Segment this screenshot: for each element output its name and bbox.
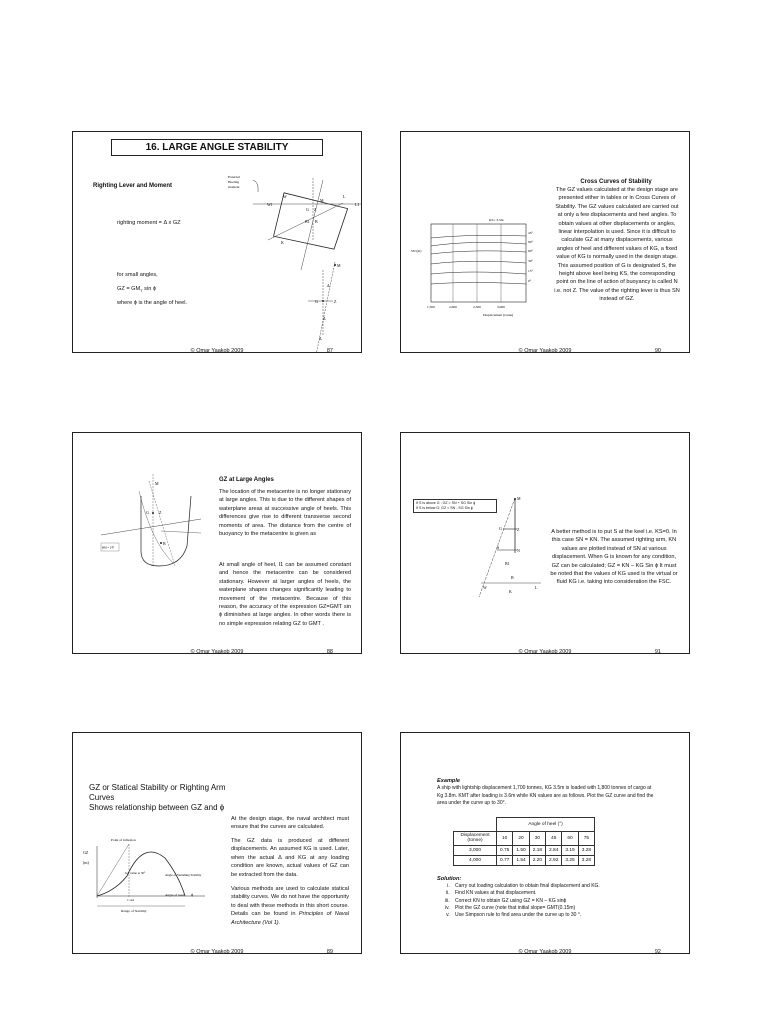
page-number: 92: [654, 949, 661, 954]
copyright: © Omar Yaakob 2009: [518, 949, 572, 954]
label-g: G: [306, 207, 309, 212]
label-b1: B1: [505, 561, 510, 566]
label-m: M: [320, 198, 324, 203]
list-item: ii. Find KN values at that displacement.: [451, 890, 671, 897]
slide-90: [400, 131, 690, 353]
label-z: Z: [159, 510, 162, 515]
chart-gz-label: GZ: [83, 850, 89, 855]
slide-heading: Righting Lever and Moment: [93, 183, 173, 189]
label-z-lower: Z: [334, 299, 337, 304]
where-text: where ϕ is the angle of heel.: [117, 300, 187, 306]
curve-label: 45°: [528, 231, 533, 235]
slide-heading: GZ or Statical Stability or Righting Arm Curves: [89, 783, 226, 803]
x-tick: 1,500: [427, 305, 435, 309]
note-s-above: If S is above G : GZ = SN + SG Sin ϕ: [416, 501, 476, 505]
chart-unit-label: (m): [83, 860, 89, 865]
label-w: W: [483, 585, 487, 590]
small-angles-text: for small angles,: [117, 272, 158, 278]
table-blank-cell: [454, 818, 497, 832]
slide-87: [72, 131, 362, 353]
label-b: B: [315, 219, 318, 224]
page-number: 91: [654, 649, 661, 654]
gz-curve-chart: [83, 836, 207, 926]
slide-body: The GZ values calculated at the design stage are presented either in tables or in Cross Curves of Stability. The GZ values calculated are carried out at only a few displacements and heel angles. To obtain values at other displacements or angles, linear interpolation is used. Since it is difficult to calculate GZ at many displacements, various angles of heel and different values of KG, a fixed value of KG is normally used in the design stage. This assumed position of G is designated S, the height above keel being KS, the corresponding point on the line of action of buoyancy is called N i.e. not Z. The value of the righting lever is thus SN instead of GZ.: [554, 187, 680, 303]
label-w1: W1: [267, 202, 273, 207]
copyright: © Omar Yaakob 2009: [190, 949, 244, 954]
list-item: iii. Correct KN to obtain GZ using GZ = KN – KG sinϕ: [451, 898, 671, 905]
label-g-lower: G: [315, 299, 318, 304]
table-cell: 3.19: [562, 845, 578, 855]
formula-gz: GZ = $GM_T$ sin ϕ: [117, 286, 157, 294]
label-delta-2: Δ: [323, 316, 326, 321]
label-range: Range of Stability: [121, 909, 147, 913]
slide-subheading: Shows relationship between GZ and ϕ: [89, 803, 225, 812]
table-col-header: 20: [513, 832, 529, 846]
table-cell: 3.28: [578, 855, 594, 865]
curve-label: 90°: [528, 240, 533, 244]
table-cell: 2.84: [546, 845, 562, 855]
slide-92: [400, 732, 690, 954]
copyright: © Omar Yaakob 2009: [518, 649, 572, 654]
note-s-below: If S is below G: GZ = SN - SG Sin ϕ: [416, 506, 473, 511]
label-gz-30: GZ value at 30°: [125, 871, 146, 875]
x-tick: 2,000: [449, 305, 457, 309]
table-col-header: 75: [578, 832, 594, 846]
label-moment: moment: [228, 185, 240, 189]
label-k: K: [509, 589, 512, 594]
slide-heading: Cross Curves of Stability: [580, 179, 652, 185]
paragraph-2: At small angle of heel, I1 can be assumed constant and hence the metacentre can be considered stationary. However at larger angles of heels, the waterplane shapes changes significantly leading to movement of the metacentre. Because of this reason, the accuracy of the expression GZ=GMT sin ϕ diminishes at large angles. In other words there is no simple expression relating GZ to GMT .: [219, 562, 351, 627]
copyright: © Omar Yaakob 2009: [190, 348, 244, 353]
metacentre-diagram: [101, 471, 213, 571]
label-m: M: [517, 496, 521, 501]
table-cell: 4,000: [454, 855, 497, 865]
label-1-rad: 1 rad: [127, 898, 135, 902]
table-cell: 3,000: [454, 845, 497, 855]
label-delta: Δ: [327, 283, 330, 288]
label-angle-of-heel: Angle of heel: [165, 893, 185, 897]
righting-lever-diagram: [223, 170, 361, 340]
table-col-header: 60: [562, 832, 578, 846]
label-delta-3: Δ: [319, 336, 322, 341]
slide-body: A better method is to put S at the keel i.e. KS=0. In this case SN = KN. The assumed righting arm, KN values are plotted instead of SN at various displacement. When G is known for any condition, GZ can be calculated; GZ = KN – KG Sin ϕ It must be noted that the values of KG used is the virtual or fluid KG i.e. taking into consideration the FSC.: [550, 529, 678, 586]
formula-righting-moment: righting moment = Δ x GZ: [117, 220, 181, 226]
label-s: S: [497, 545, 500, 550]
example-text: A ship with lightship displacement 1,700 tonnes, KG 3.5m is loaded with 1,800 tonnes of cargo at Kg 3.8m. KMT after loading is 3.6m while KN values are as follows. Plot the GZ curve and find the area under the curve up to 30°.: [437, 785, 654, 806]
label-external: External: [228, 175, 240, 179]
body-1: At the design stage, the naval architect must ensure that the curves are calculated.: [231, 816, 349, 831]
kn-table: [453, 817, 595, 866]
table-cell: 1.50: [513, 845, 529, 855]
label-heeling: Heeling: [228, 180, 240, 184]
table-cell: 2.92: [546, 855, 562, 865]
chart-xlabel: Displacement (tonne): [483, 313, 514, 317]
list-item: iv. Plot the GZ curve (note that initial slope= GMT(0.15m): [451, 905, 671, 912]
solution-steps: [437, 883, 671, 919]
table-cell: 3.25: [562, 855, 578, 865]
copyright: © Omar Yaakob 2009: [518, 348, 572, 353]
slide-88: [72, 432, 362, 654]
label-k: K: [281, 240, 284, 245]
table-cell: 3.28: [578, 845, 594, 855]
label-b: B: [511, 575, 514, 580]
label-z: Z: [314, 207, 317, 212]
label-l: L: [343, 194, 346, 199]
slide-91: [400, 432, 690, 654]
label-l: L: [535, 585, 538, 590]
body-3: Various methods are used to calculate statical stability curves. We do not have the opportunity to deal with these methods in this short course. Details can be found in Principles of Naval Architecture (Vol 1).: [231, 886, 350, 926]
slide-89: [72, 732, 362, 954]
table-cell: 2.20: [529, 855, 545, 865]
body-2: The GZ data is produced at different displacements. An assumed KG is used. Later, when the actual Δ and KG at any loading condition are known, actual values of GZ can be extracted from the data.: [231, 838, 349, 878]
x-tick: 2,500: [473, 305, 481, 309]
table-angle-header: Angle of heel (°): [497, 818, 595, 832]
label-b: B: [163, 541, 166, 546]
label-g: G: [499, 526, 502, 531]
label-l1: L1: [355, 202, 360, 207]
curve-label: 0°: [528, 279, 532, 283]
label-bm-formula: BM = I/∇: [102, 545, 114, 550]
label-m: M: [155, 481, 159, 486]
page-number: 88: [326, 649, 333, 654]
curve-label: 30°: [528, 259, 533, 263]
page-number: 90: [654, 348, 661, 353]
slide-title: 16. LARGE ANGLE STABILITY: [111, 139, 323, 156]
table-row: [454, 845, 595, 855]
table-col-header: 30: [529, 832, 545, 846]
label-g: G: [146, 510, 149, 515]
cross-curves-chart: [411, 212, 551, 332]
solution-heading: Solution:: [437, 876, 462, 882]
label-w: W: [283, 194, 287, 199]
copyright: © Omar Yaakob 2009: [190, 649, 244, 654]
curve-label: 15°: [528, 269, 533, 273]
label-m-lower: M: [337, 263, 341, 268]
table-cell: 1.54: [513, 855, 529, 865]
label-n: N: [517, 548, 520, 553]
table-cell: 0.75: [497, 845, 513, 855]
x-tick: 3,000: [497, 305, 505, 309]
table-col-header: 45: [546, 832, 562, 846]
label-vanishing: Angle of Vanishing Stability: [165, 873, 202, 877]
label-phi: ϕ: [191, 892, 194, 897]
example-heading: Example: [437, 778, 461, 784]
table-row: [454, 855, 595, 865]
table-cell: 0.77: [497, 855, 513, 865]
table-disp-header: Displacement (tonne): [454, 832, 497, 846]
slide-heading: GZ at Large Angles: [219, 477, 274, 483]
paragraph-1: The location of the metacentre is no longer stationary at large angles. This is due to the different shapes of waterplane areas at successive angle of heels. This differences give rise to different transverse second moments of area. The distance from the centre of buoyancy to the metacentre is given as: [219, 489, 351, 537]
page-number: 89: [326, 949, 333, 954]
table-col-header: 10: [497, 832, 513, 846]
curve-label: 60°: [528, 249, 533, 253]
list-item: i. Carry out loading calculation to obtain final displacement and KG.: [451, 883, 671, 890]
chart-ylabel: SN (m): [411, 249, 422, 253]
page-number: 87: [326, 348, 333, 353]
kn-diagram: [471, 493, 551, 603]
list-item: v. Use Simpson rule to find area under the curve up to 30 °.: [451, 912, 671, 919]
table-cell: 2.18: [529, 845, 545, 855]
chart-title: KS= 3.5m: [489, 218, 504, 222]
label-z: Z: [517, 527, 520, 532]
label-inflexion: Point of inflexion: [111, 838, 136, 842]
label-b1: B1: [305, 219, 310, 224]
